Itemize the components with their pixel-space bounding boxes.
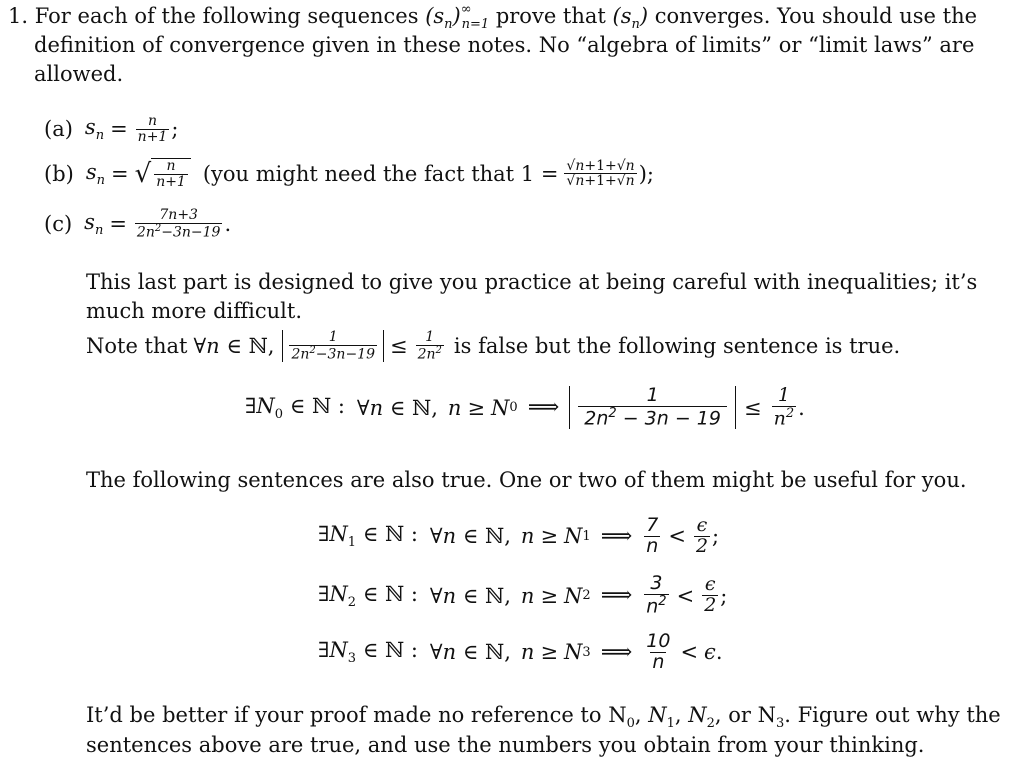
display-eq-n1: $\exists N_1$ ∈ ℕ : ∀n ∈ ℕ, n ≥ N 1 ⟹ $\frac{7}{n}$ < $\frac{\epsilon}{2}$ ; xyxy=(318,514,720,557)
part-c: (c) $s_n$ = $\frac{7n+3}{2n^2-3n-19}$ . xyxy=(44,207,232,241)
part-a-label: (a) xyxy=(44,117,73,142)
para1-line1: This last part is designed to give you practice at being careful with inequalities; it’s xyxy=(86,270,978,294)
sqrt-symbol: √ xyxy=(134,158,152,189)
display-eq-n0: $\exists N_0$ ∈ ℕ : ∀n ∈ ℕ, n ≥ N 0 ⟹ $\frac{1}{2n^2 - 3n - 19}$ ≤ $\frac{1}{n^2}$ . xyxy=(245,384,805,430)
para1-line2: much more difficult. xyxy=(86,299,303,323)
intro-text-a: For each of the following sequences xyxy=(34,4,419,28)
para2-line1: The following sentences are also true. One or two of them might be useful for you. xyxy=(86,468,967,492)
part-c-label: (c) xyxy=(44,212,73,237)
note-math: ∀n ∈ ℕ, xyxy=(193,334,275,359)
problem-intro-line2: definition of convergence given in these notes. No “algebra of limits” or “limit laws” are xyxy=(34,33,975,57)
display-eq-n3: $\exists N_3$ ∈ ℕ : ∀n ∈ ℕ, n ≥ N 3 ⟹ $\frac{10}{n}$ < ϵ . xyxy=(318,630,723,673)
para1-line3: Note that ∀n ∈ ℕ, $\frac{1}{2n^2-3n-19}$ ≤ $\frac{1}{2n^2}$ is false but the following sentence is true. xyxy=(86,329,901,363)
part-a-fraction: $\frac{n}{n+1}$ xyxy=(137,113,168,145)
part-b-label: (b) xyxy=(44,161,74,186)
display-eq-n2: $\exists N_2$ ∈ ℕ : ∀n ∈ ℕ, n ≥ N 2 ⟹ $\frac{3}{n^2}$ < $\frac{\epsilon}{2}$ ; xyxy=(318,572,728,618)
intro-text-c: converges. You should use the xyxy=(654,4,978,28)
problem-intro-line3: allowed. xyxy=(34,62,124,86)
intro-text-b: prove that xyxy=(495,4,606,28)
part-b-fraction: $\frac{√n+1+√n}{√n+1+√n}$ xyxy=(566,157,635,190)
part-b: (b) $s_n$ = √ $\frac{n}{n+1}$ (you might need the fact that 1 = $\frac{√n+1+√n}{√n+1+√n}$ ); xyxy=(44,157,654,190)
problem-intro-line1 xyxy=(8,4,977,32)
part-c-fraction: $\frac{7n+3}{2n^2-3n-19}$ xyxy=(136,207,221,241)
para3-line2: sentences above are true, and use the numbers you obtain from your thinking. xyxy=(86,733,925,757)
sequence-symbol: $(s_n)^\infty_{n=1}$ xyxy=(425,2,490,33)
part-a-formula: $s_n$ xyxy=(84,115,105,144)
part-b-note: (you might need the fact that 1 = xyxy=(202,161,559,186)
note-rest: is false but the following sentence is true. xyxy=(453,334,901,359)
note-that: Note that xyxy=(86,334,188,359)
sequence-symbol-2: $(s_n)$ xyxy=(612,4,649,33)
part-a: (a) $s_n$ = $\frac{n}{n+1}$ ; xyxy=(44,113,179,145)
para3-line1: It’d be better if your proof made no reference to $N_0$, $N_1$, $N_2$, or $N_3$. Figure out why the xyxy=(86,703,1001,732)
problem-number: 1. xyxy=(8,4,29,28)
